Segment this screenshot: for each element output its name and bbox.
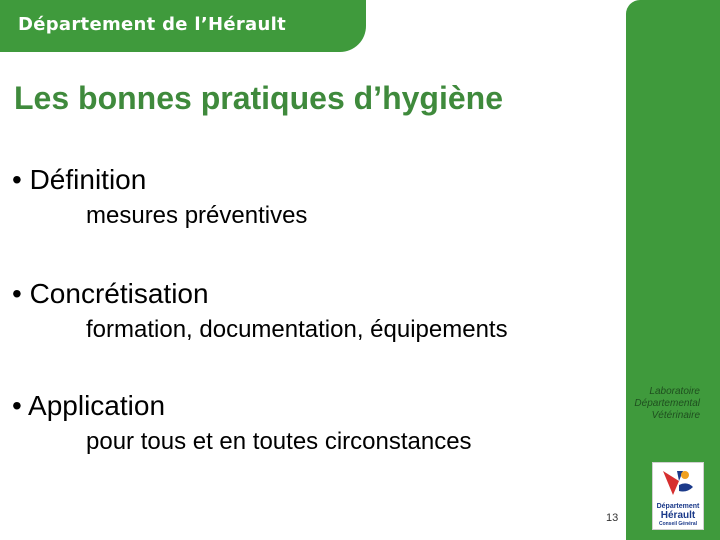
slide-title: Les bonnes pratiques d’hygiène: [14, 80, 503, 116]
department-name: Département de l’Hérault: [18, 14, 286, 35]
lab-label-line: Vétérinaire: [651, 410, 700, 421]
herault-logo: [652, 462, 704, 530]
lab-label: [626, 386, 700, 422]
logo-text-line: Département: [656, 503, 700, 510]
bullet-application-detail: pour tous et en toutes circonstances: [86, 428, 472, 455]
bullet-concretisation-detail: formation, documentation, équipements: [86, 316, 508, 343]
bullet-application: • Application: [12, 390, 166, 421]
logo-text-line: Hérault: [660, 510, 696, 521]
herault-logo-icon: [653, 463, 703, 503]
sidebar-band: [626, 0, 720, 540]
logo-text-line: Conseil Général: [658, 521, 698, 527]
lab-label-line: Laboratoire: [649, 386, 700, 397]
bullet-definition: • Définition: [12, 164, 147, 195]
header-banner: [0, 0, 366, 52]
lab-label-line: Départemental: [634, 398, 700, 409]
page-number: 13: [606, 512, 619, 524]
bullet-concretisation: • Concrétisation: [12, 278, 209, 309]
bullet-definition-detail: mesures préventives: [86, 202, 308, 229]
